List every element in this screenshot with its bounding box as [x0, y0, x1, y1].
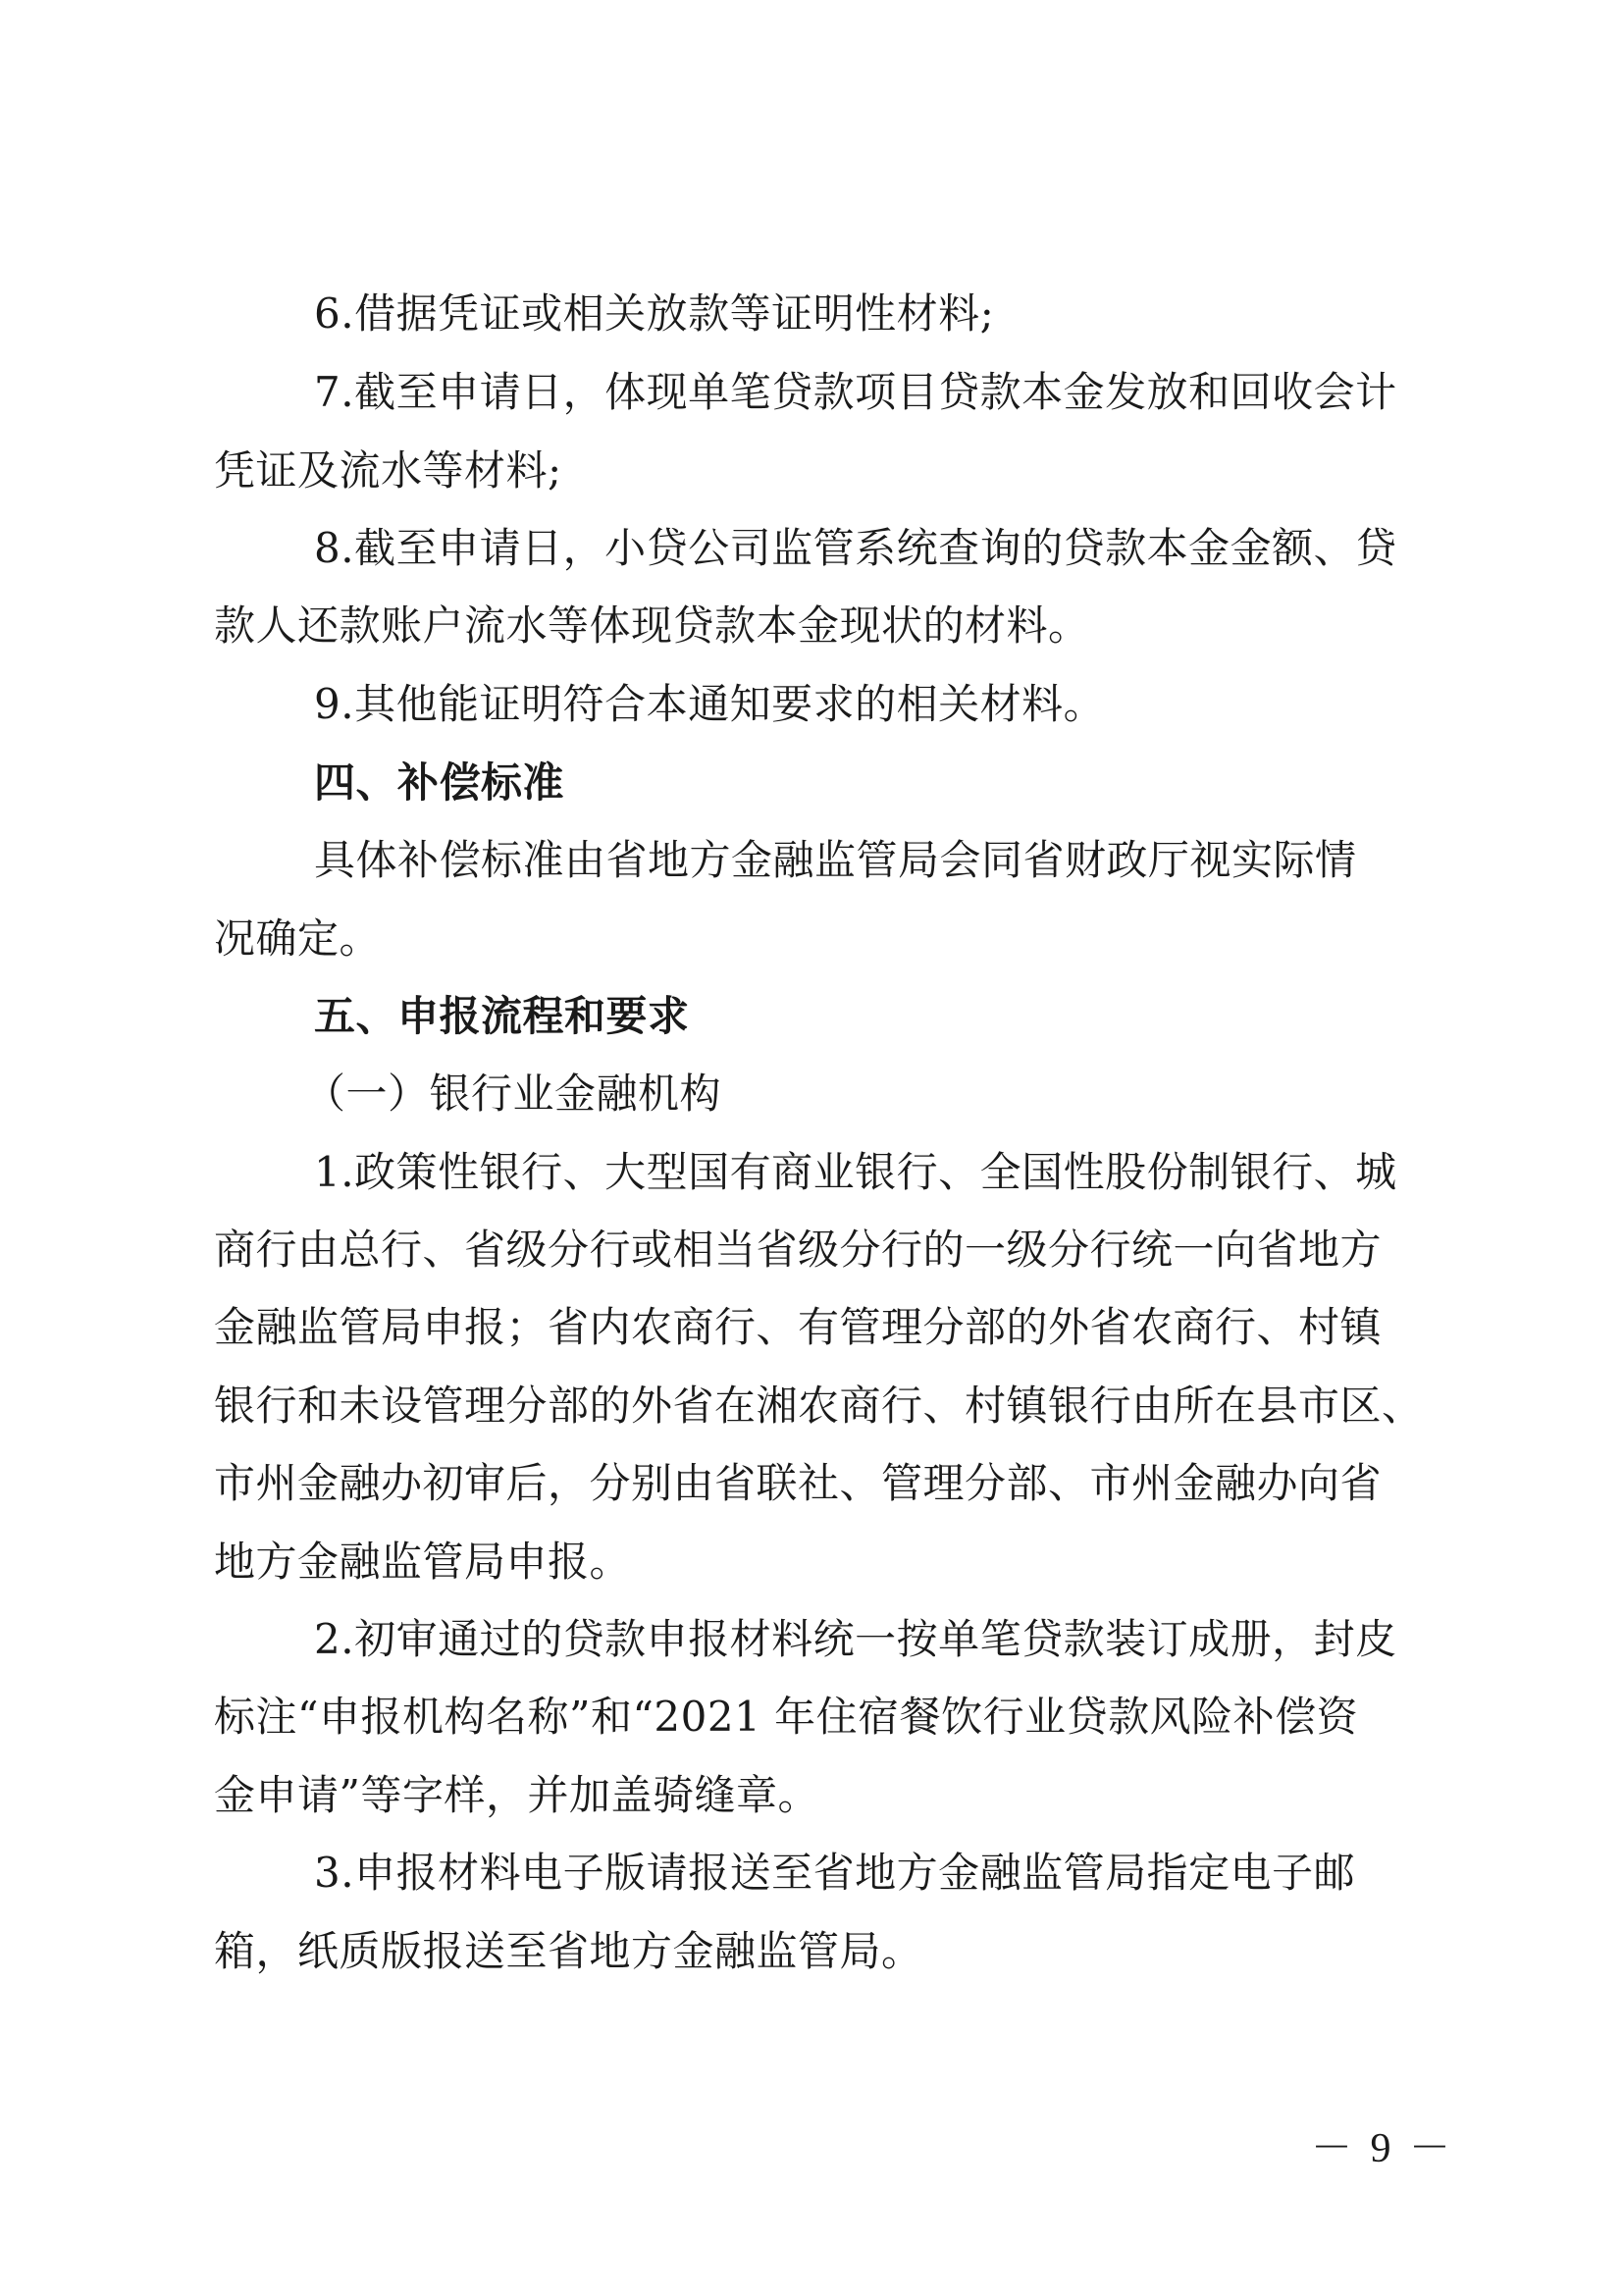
- list-item-7: 7.截至申请日，体现单笔贷款项目贷款本金发放和回收会计: [314, 368, 1397, 416]
- subsection-heading: （一）银行业金融机构: [304, 1070, 722, 1118]
- paragraph: 具体补偿标准由省地方金融监管局会同省财政厅视实际情: [314, 836, 1357, 884]
- paragraph-cont: 况确定。: [214, 914, 382, 963]
- list-item-2: 2.初审通过的贷款申报材料统一按单笔贷款装订成册，封皮: [314, 1615, 1397, 1663]
- list-item-2-cont: 标注“申报机构名称”和“2021 年住宿餐饮行业贷款风险补偿资: [214, 1693, 1359, 1741]
- list-item-2-cont: 金申请”等字样，并加盖骑缝章。: [214, 1771, 819, 1819]
- list-item-9: 9.其他能证明符合本通知要求的相关材料。: [314, 680, 1106, 728]
- list-item-1-cont: 市州金融办初审后，分别由省联社、管理分部、市州金融办向省: [214, 1459, 1383, 1507]
- section-heading-5: 五、申报流程和要求: [314, 992, 690, 1040]
- list-item-6: 6.借据凭证或相关放款等证明性材料;: [314, 289, 995, 338]
- page-number: － 9 －: [1311, 2126, 1455, 2171]
- list-item-7-cont: 凭证及流水等材料;: [214, 446, 562, 495]
- list-item-8: 8.截至申请日，小贷公司监管系统查询的贷款本金金额、贷: [314, 524, 1397, 572]
- list-item-1: 1.政策性银行、大型国有商业银行、全国性股份制银行、城: [314, 1148, 1397, 1196]
- list-item-1-cont: 地方金融监管局申报。: [214, 1538, 632, 1586]
- section-heading-4: 四、补偿标准: [314, 758, 565, 807]
- list-item-3: 3.申报材料电子版请报送至省地方金融监管局指定电子邮: [314, 1849, 1356, 1897]
- list-item-8-cont: 款人还款账户流水等体现贷款本金现状的材料。: [214, 601, 1090, 650]
- list-item-1-cont: 商行由总行、省级分行或相当省级分行的一级分行统一向省地方: [214, 1226, 1383, 1274]
- list-item-1-cont: 金融监管局申报；省内农商行、有管理分部的外省农商行、村镇: [214, 1303, 1383, 1351]
- list-item-1-cont: 银行和未设管理分部的外省在湘农商行、村镇银行由所在县市区、: [214, 1382, 1424, 1430]
- list-item-3-cont: 箱，纸质版报送至省地方金融监管局。: [214, 1927, 923, 1975]
